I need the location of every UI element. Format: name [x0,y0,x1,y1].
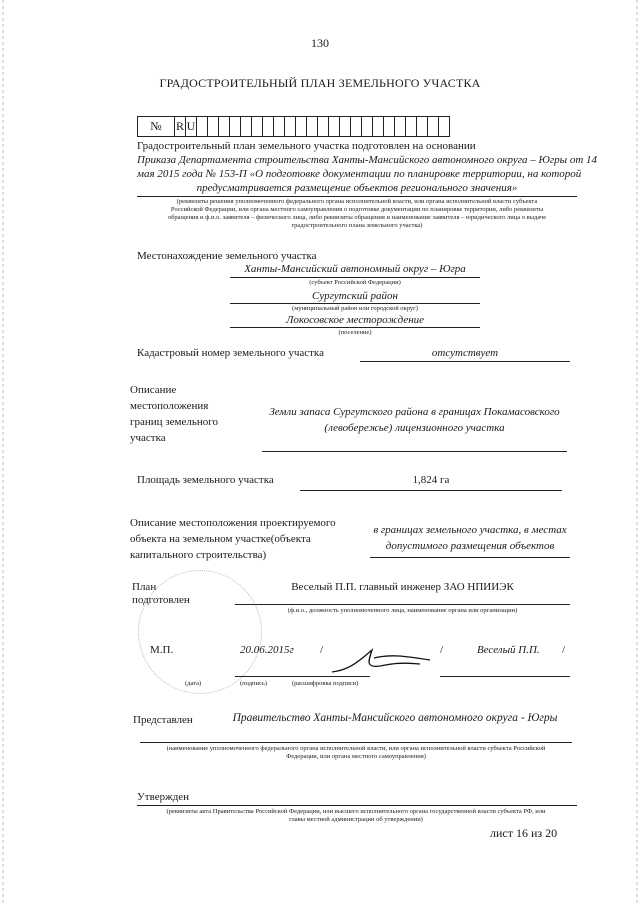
date-underline [235,676,295,677]
prepared-caption: (ф.и.о., должность уполномоченного лица, наименование органа или организации) [287,607,518,614]
prepared-label-1: План [132,581,157,593]
plan-number-cell [252,117,263,137]
boundaries-underline [262,451,567,452]
left-page-edge [2,0,4,905]
location-district: Сургутский район [312,290,398,302]
right-page-edge [636,0,638,905]
basis-text-line-2: мая 2015 года № 153-П «О подготовке документации по планировке территории, на которой [137,168,582,180]
slash-2: / [440,644,444,656]
plan-number-cell [318,117,329,137]
cadastral-label: Кадастровый номер земельного участка [137,347,324,359]
prepared-underline [235,604,570,605]
settlement-underline [230,327,480,328]
object-value: в границах земельного участка, в местах допустимого размещения объектов [373,524,567,552]
plan-number-cell [219,117,230,137]
area-label: Площадь земельного участка [137,474,274,486]
plan-number-cell [428,117,439,137]
plan-number-cell [307,117,318,137]
boundaries-label: Описание местоположения границ земельного участка [130,384,219,444]
location-settlement: Локосовское месторождение [285,314,425,326]
plan-number-grid [137,116,450,137]
plan-number-cell [362,117,373,137]
slash-1: / [320,644,324,656]
date-caption: (дата) [185,680,202,687]
plan-number-cell [439,117,450,137]
plan-number-cell [263,117,274,137]
object-underline [370,557,570,558]
page-title: ГРАДОСТРОИТЕЛЬНЫЙ ПЛАН ЗЕМЕЛЬНОГО УЧАСТКА [159,76,481,90]
location-label: Местонахождение земельного участка [137,250,317,262]
plan-number-cell [384,117,395,137]
page-number: 130 [311,36,329,50]
plan-number-cell [373,117,384,137]
plan-number-cell [340,117,351,137]
basis-label: Градостроительный план земельного участка подготовлен на основании [137,140,476,152]
plan-number-cell: U [186,117,197,137]
area-value: 1,824 га [412,474,450,486]
plan-number-cell [197,117,208,137]
plan-number-cell: R [175,117,186,137]
sign-caption: (подпись) [240,680,267,687]
number-sign-cell: № [138,117,175,137]
plan-number-cell [351,117,362,137]
basis-caption: (реквизиты решения уполномоченного федерального органа исполнительной власти, или органа исполнительной власти субъекта Российской Федерации, или органа местного самоуправления о подготовке документации по планировке территории, либо реквизиты обращения и ф.и.о. заявителя – физического лица, либо реквизиты обращения и наименование заявителя – юридического лица о выдаче градостроительного плана земельного участка) [167,198,547,229]
prepared-date: 20.06.2015г [240,644,294,656]
presented-value: Правительство Ханты-Мансийского автономного округа - Югры [232,712,558,724]
presented-caption: (наименование уполномоченного федерального органа исполнительной власти, или органа исполнительной власти субъекта Российской Федерации, или органа местного самоуправления) [166,745,546,760]
area-underline [300,490,562,491]
plan-number-cell [285,117,296,137]
signature [330,640,440,676]
plan-number-cell [406,117,417,137]
basis-text-line-3: предусматривается размещение объектов регионального значения» [196,182,518,194]
basis-text-line-1: Приказа Департамента строительства Ханты-Мансийского автономного округа – Югры от 14 [137,154,598,166]
plan-number-cell [329,117,340,137]
approved-underline [137,805,577,806]
district-caption: (муниципальный район или городской округ) [292,305,418,312]
plan-number-cell [230,117,241,137]
boundaries-value: Земли запаса Сургутского района в границах Покамасовского (левобережье) лицензионного участка [269,406,560,434]
district-underline [230,303,480,304]
cadastral-value: отсутствует [431,347,499,359]
decode-underline [440,676,570,677]
plan-number-cell [208,117,219,137]
sheet-counter: лист 16 из 20 [490,826,558,840]
mp-label: М.П. [150,644,174,656]
subject-underline [230,277,480,278]
approved-caption: (реквизиты акта Правительства Российской Федерации, или высшего исполнительного органа государственной власти субъекта РФ, или главы местной администрации об утверждении) [166,808,546,823]
presented-underline [140,742,572,743]
prepared-label-2: подготовлен [132,594,190,606]
cadastral-underline [360,361,570,362]
slash-3: / [562,644,566,656]
basis-underline [137,196,577,197]
plan-number-cell [241,117,252,137]
presented-label: Представлен [133,714,193,726]
decode-caption: (расшифровка подписи) [292,680,359,687]
plan-number-cell [395,117,406,137]
plan-number-cell [296,117,307,137]
location-subject: Ханты-Мансийский автономный округ – Югра [244,263,466,275]
prepared-value: Веселый П.П. главный инженер ЗАО НПИИЭК [291,581,514,593]
approved-label: Утвержден [137,791,190,803]
plan-number-cell [417,117,428,137]
subject-caption: (субъект Российской Федерации) [309,279,401,286]
settlement-caption: (поселение) [338,329,372,336]
plan-number-cell [274,117,285,137]
decode-name: Веселый П.П. [477,644,540,656]
sign-underline [290,676,370,677]
object-label: Описание местоположения проектируемого объекта на земельном участке(объекта капитального строительства) [130,517,336,561]
